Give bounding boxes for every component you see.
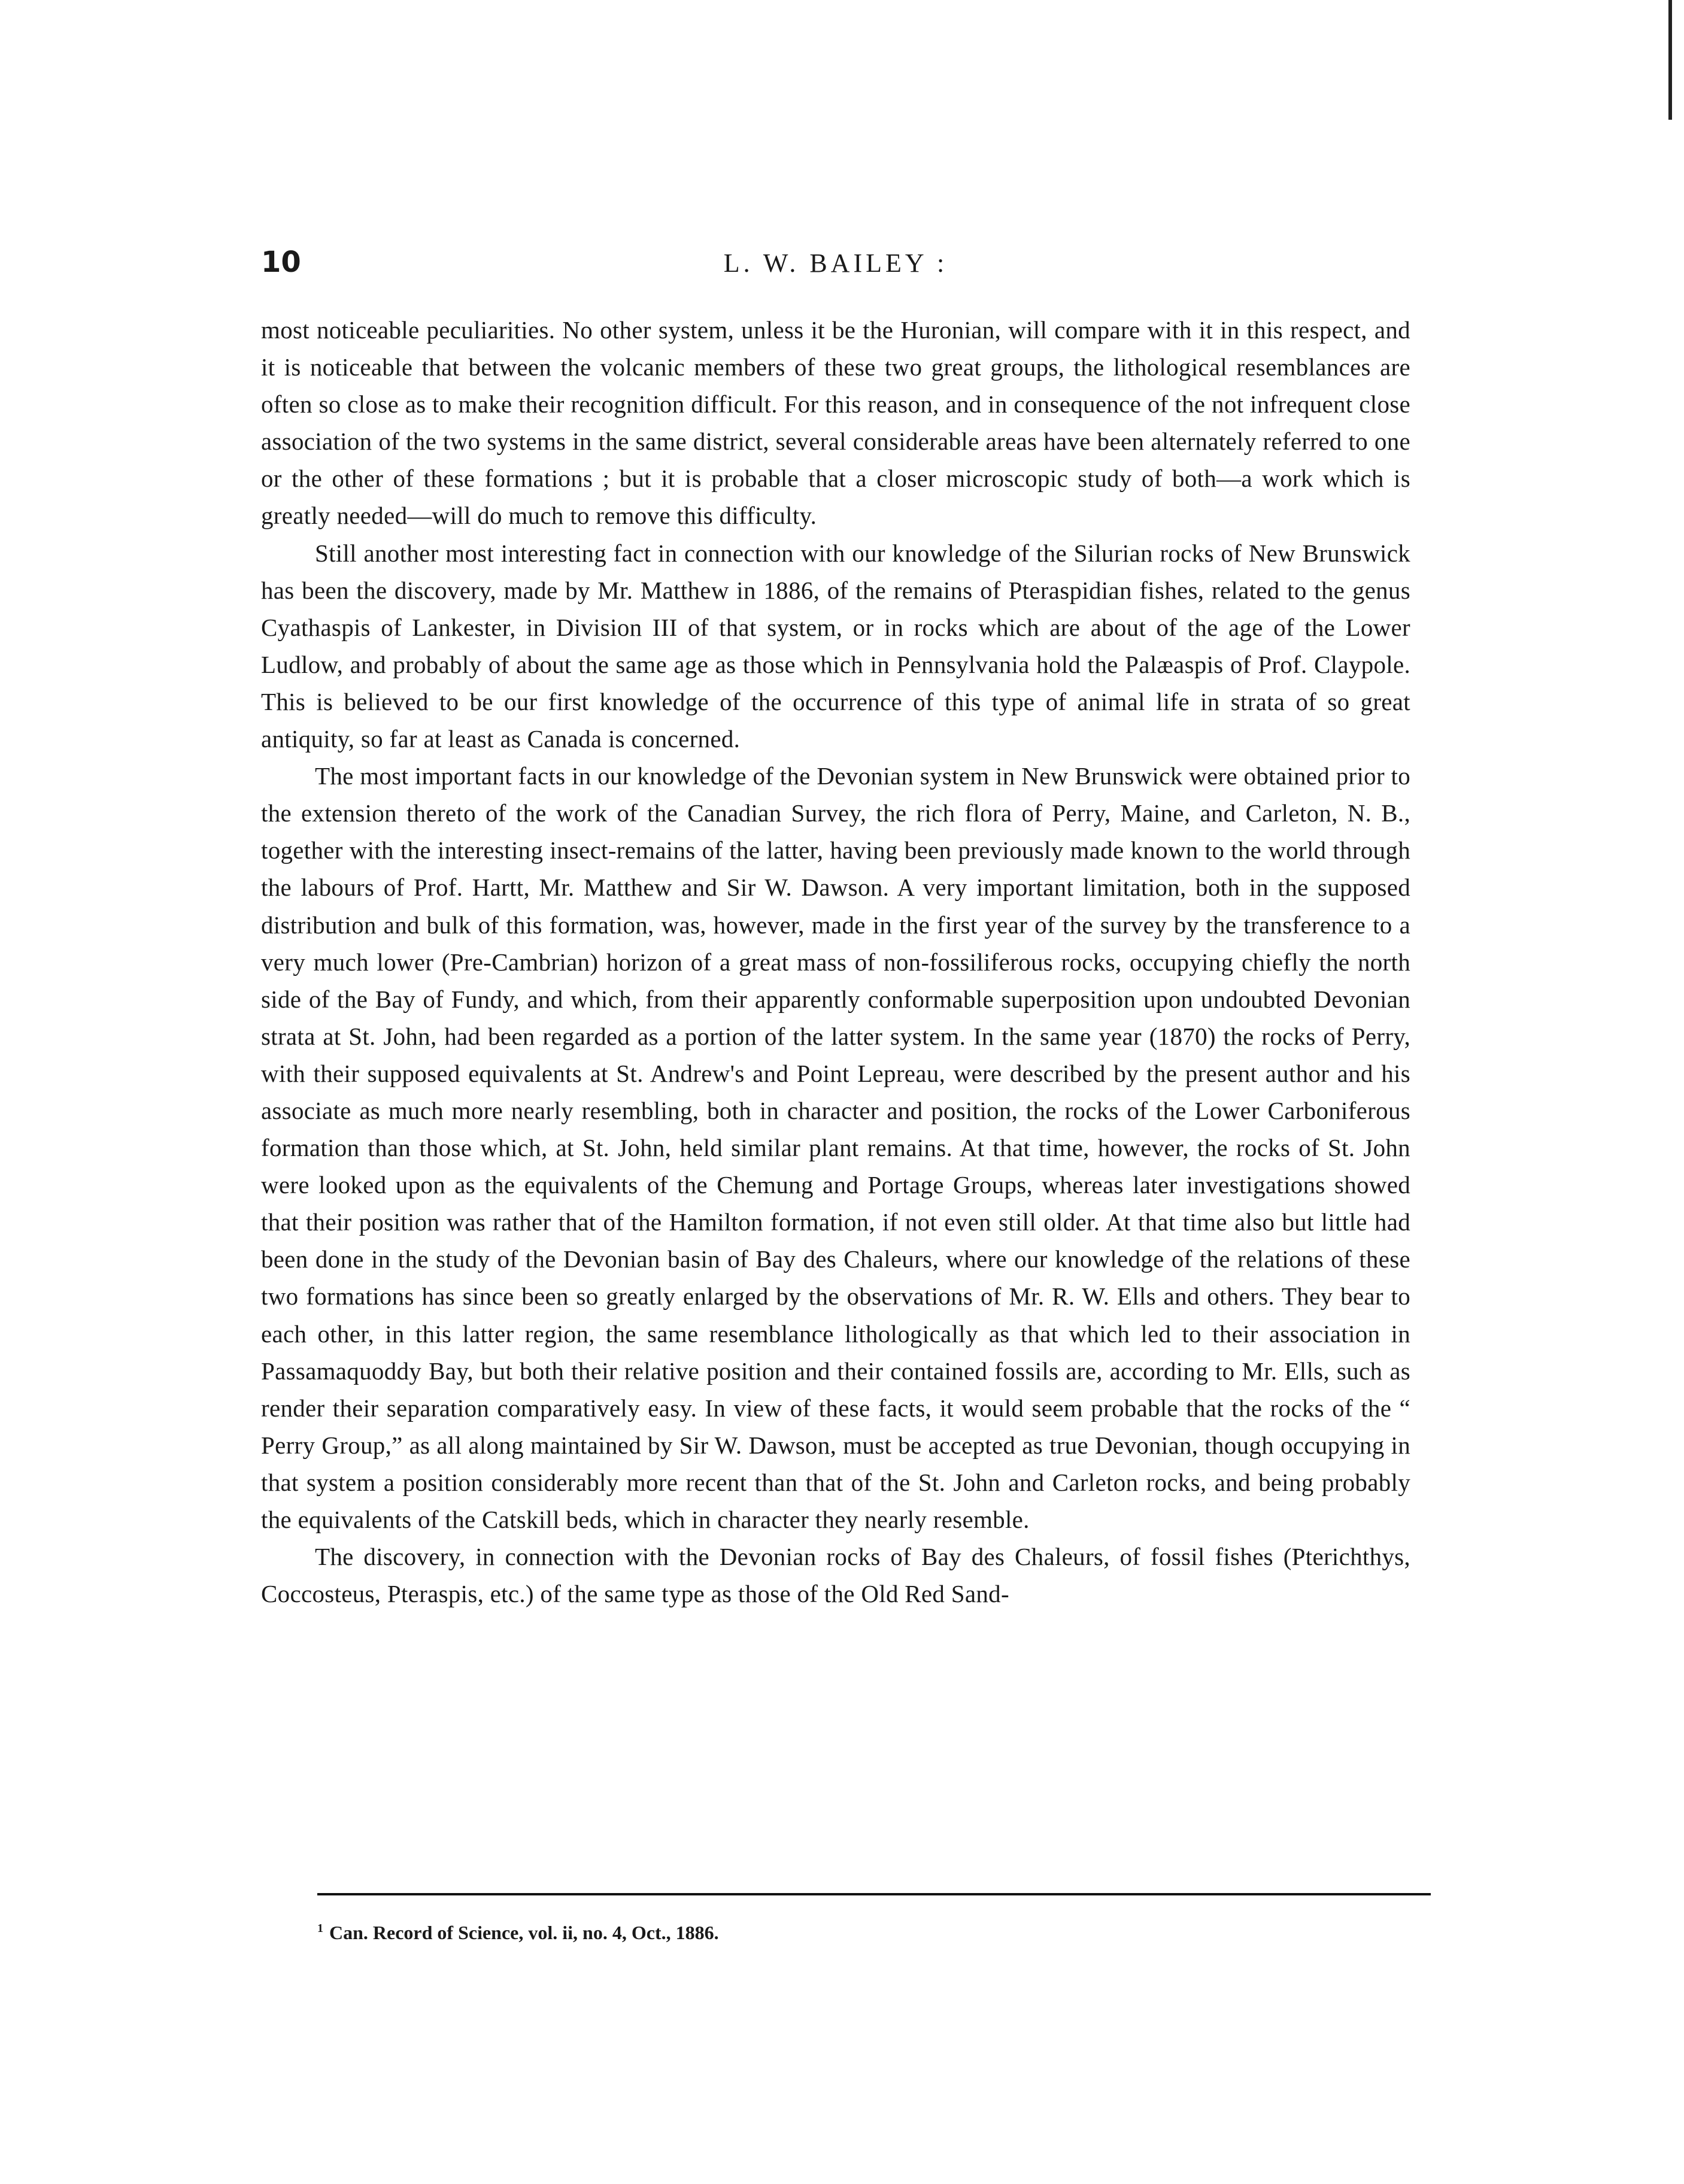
- body-text: [261, 311, 1410, 1612]
- running-head: [261, 239, 1410, 287]
- paragraph: Still another most interesting fact in connection with our knowledge of the Silurian rocks of New Brunswick has been the discovery, made by Mr. Matthew in 1886, of the remains of Pteraspidian fishes, related to the genus Cyathaspis of Lankester, in Division III of that system, or in rocks which are about of the age of the Lower Ludlow, and probably of about the same age as those which in Pennsylvania hold the Palæaspis of Prof. Claypole. This is believed to be our first knowledge of the occurrence of this type of animal life in strata of so great antiquity, so far at least as Canada is concerned.: [261, 539, 1410, 753]
- page-number: 10: [261, 245, 301, 279]
- footnote-marker: 1: [317, 1922, 323, 1936]
- footnote-text: Can. Record of Science, vol. ii, no. 4, Oct., 1886.: [329, 1922, 719, 1943]
- footnote: [317, 1922, 1395, 1944]
- paragraph: The discovery, in connection with the Devonian rocks of Bay des Chaleurs, of fossil fishes (Pterichthys, Coccosteus, Pteraspis, etc.) of the same type as those of the Old Red Sand-: [261, 1543, 1410, 1608]
- running-head-author: L. W. BAILEY :: [723, 248, 948, 278]
- paragraph: The most important facts in our knowledge of the Devonian system in New Brunswick were obtained prior to the extension thereto of the work of the Canadian Survey, the rich flora of Perry, Maine, and Carleton, N. B., together with the interesting insect-remains of the latter, having been previously made known to the world through the labours of Prof. Hartt, Mr. Matthew and Sir W. Dawson. A very important limitation, both in the supposed distribution and bulk of this formation, was, however, made in the first year of the survey by the transference to a very much lower (Pre-Cambrian) horizon of a great mass of non-fossiliferous rocks, occupying chiefly the north side of the Bay of Fundy, and which, from their apparently conformable superposition upon undoubted Devonian strata at St. John, had been regarded as a portion of the latter system. In the same year (1870) the rocks of Perry, with their supposed equivalents at St. Andrew's and Point Lepreau, were described by the present author and his associate as much more nearly resembling, both in character and position, the rocks of the Lower Carboniferous formation than those which, at St. John, held similar plant remains. At that time, however, the rocks of St. John were looked upon as the equivalents of the Chemung and Portage Groups, whereas later investigations showed that their position was rather that of the Hamilton formation, if not even still older. At that time also but little had been done in the study of the Devonian basin of Bay des Chaleurs, where our knowledge of the relations of these two formations has since been so greatly enlarged by the observations of Mr. R. W. Ells and others. They bear to each other, in this latter region, the same resemblance lithologically as that which led to their association in Passamaquoddy Bay, but both their relative position and their contained fossils are, according to Mr. Ells, such as render their separation comparatively easy. In view of these facts, it would seem probable that the rocks of the “ Perry Group,” as all along maintained by Sir W. Dawson, must be accepted as true Devonian, though occupying in that system a position considerably more recent than that of the St. John and Carleton rocks, and being probably the equivalents of the Catskill beds, which in character they nearly resemble.: [261, 762, 1410, 1533]
- footnote-rule: [317, 1893, 1431, 1895]
- edge-rule: [1668, 0, 1672, 120]
- paragraph: most noticeable peculiarities. No other system, unless it be the Huronian, will compare with it in this respect, and it is noticeable that between the volcanic members of these two great groups, the lithological resemblances are often so close as to make their recognition difficult. For this reason, and in consequence of the not infrequent close association of the two systems in the same district, several considerable areas have been alternately referred to one or the other of these formations ; but it is probable that a closer microscopic study of both—a work which is greatly needed—will do much to remove this difficulty.: [261, 316, 1410, 530]
